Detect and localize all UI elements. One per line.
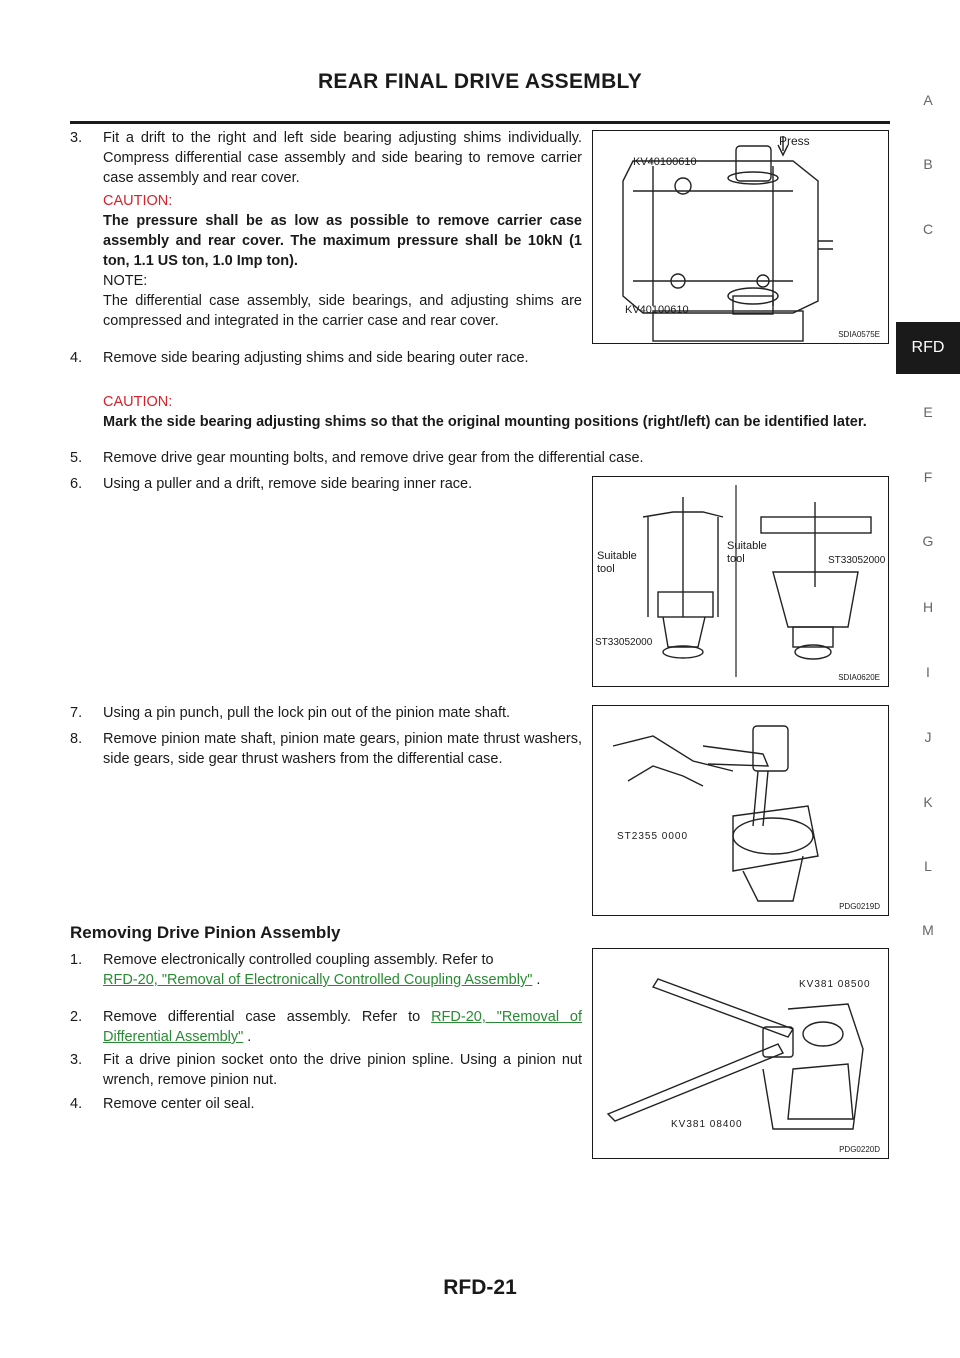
step-4 xyxy=(70,348,582,368)
step-text: Using a puller and a drift, remove side bearing inner race. xyxy=(103,476,473,492)
figure-puller-bearing xyxy=(592,476,889,687)
reference-link-differential[interactable]: RFD-20, "Removal of Differential Assembly" xyxy=(103,1009,582,1045)
figure-id: SDIA0620E xyxy=(838,673,880,682)
step-number: 5. xyxy=(70,450,83,466)
figure-label-st-right: ST33052000 xyxy=(828,555,886,566)
caution-heading: CAUTION: xyxy=(103,394,173,410)
step-number: 3. xyxy=(70,1052,83,1068)
step-number: 1. xyxy=(70,952,83,968)
puller-bearing-illustration xyxy=(593,477,888,686)
step-text: Fit a drift to the right and left side bearing adjusting shims individually. Compress differential case assembly and side bearing to remove carrier case assembly and rear cover. xyxy=(103,130,582,186)
figure-label-tool: ST2355 0000 xyxy=(617,831,689,842)
step-number: 3. xyxy=(70,130,83,146)
side-index-tab-rfd[interactable]: RFD xyxy=(896,322,960,374)
step-number: 8. xyxy=(70,731,83,747)
step-text-suffix: . xyxy=(243,1029,252,1045)
step-text-suffix: . xyxy=(532,972,541,988)
side-index-letter-b[interactable]: B xyxy=(923,156,933,172)
caution-text: Mark the side bearing adjusting shims so that the original mounting positions (right/left) can be identified later. xyxy=(103,414,867,430)
caution-text: The pressure shall be as low as possible to remove carrier case assembly and rear cover. The maximum pressure shall be 10kN (1 ton, 1.1 US ton, 1.0 Imp ton). xyxy=(103,213,582,269)
figure-label-tool-bottom: KV40100610 xyxy=(625,304,689,316)
step-8 xyxy=(70,729,582,769)
figure-label-tool-top: KV381 08500 xyxy=(799,979,871,990)
step-6 xyxy=(70,474,582,494)
pinion-step-1 xyxy=(70,950,582,990)
side-index-letter-i[interactable]: I xyxy=(926,664,930,680)
step-text: Using a pin punch, pull the lock pin out of the pinion mate shaft. xyxy=(103,705,511,721)
step-text: Remove side bearing adjusting shims and side bearing outer race. xyxy=(103,350,529,366)
step-text: Fit a drive pinion socket onto the drive pinion spline. Using a pinion nut wrench, remove pinion nut. xyxy=(103,1052,582,1088)
pinion-step-2 xyxy=(70,1007,582,1047)
step-text xyxy=(70,950,582,990)
step-text: Remove center oil seal. xyxy=(103,1096,255,1112)
caution-block-1 xyxy=(103,191,582,271)
step-number: 4. xyxy=(70,350,83,366)
figure-press-carrier xyxy=(592,130,889,344)
side-index-letter-k[interactable]: K xyxy=(923,794,933,810)
reference-link-coupling[interactable]: RFD-20, "Removal of Electronically Controlled Coupling Assembly" xyxy=(103,972,533,988)
figure-id: PDG0219D xyxy=(839,902,880,911)
figure-pinion-wrench xyxy=(592,948,889,1159)
step-number: 4. xyxy=(70,1096,83,1112)
pin-punch-illustration xyxy=(593,706,888,915)
step-number: 2. xyxy=(70,1009,83,1025)
step-text-prefix: Remove electronically controlled coupling assembly. Refer to xyxy=(103,952,494,968)
side-index-letter-c[interactable]: C xyxy=(922,221,934,237)
figure-label-tool-top: KV40100610 xyxy=(633,156,697,168)
step-text: Remove pinion mate shaft, pinion mate gears, pinion mate thrust washers, side gears, side gear thrust washers from the differential case. xyxy=(103,731,582,767)
note-text: The differential case assembly, side bearings, and adjusting shims are compressed and integrated in the carrier case and rear cover. xyxy=(103,293,582,329)
side-index-letter-m[interactable]: M xyxy=(922,922,934,938)
section-heading: Removing Drive Pinion Assembly xyxy=(70,923,341,942)
page-title: REAR FINAL DRIVE ASSEMBLY xyxy=(317,70,643,93)
caution-block-2 xyxy=(103,392,889,432)
side-index-letter-a[interactable]: A xyxy=(923,92,933,108)
note-heading: NOTE: xyxy=(103,273,148,289)
figure-label-st-left: ST33052000 xyxy=(595,637,653,648)
side-index-letter-g[interactable]: G xyxy=(922,533,934,549)
title-rule xyxy=(70,121,890,124)
step-text xyxy=(70,1007,582,1047)
figure-label-press: Press xyxy=(779,134,810,148)
step-3 xyxy=(70,128,582,188)
side-index-letter-f[interactable]: F xyxy=(923,469,933,485)
side-index-letter-e[interactable]: E xyxy=(923,404,933,420)
pinion-step-3 xyxy=(70,1050,582,1090)
pinion-step-4 xyxy=(70,1094,582,1114)
figure-label-suitable-right: Suitable tool xyxy=(727,540,767,565)
side-index-letter-h[interactable]: H xyxy=(922,599,934,615)
page-number: RFD-21 xyxy=(443,1276,517,1299)
side-index-letter-j[interactable]: J xyxy=(924,729,932,745)
step-text: Remove drive gear mounting bolts, and remove drive gear from the differential case. xyxy=(103,450,644,466)
step-number: 6. xyxy=(70,476,83,492)
caution-heading: CAUTION: xyxy=(103,193,173,209)
step-7 xyxy=(70,703,582,723)
figure-label-tool-bottom: KV381 08400 xyxy=(671,1119,743,1130)
step-number: 7. xyxy=(70,705,83,721)
figure-pin-punch xyxy=(592,705,889,916)
step-text-prefix: Remove differential case assembly. Refer to xyxy=(103,1009,432,1025)
side-index-letter-l[interactable]: L xyxy=(924,858,932,874)
note-block-1 xyxy=(103,271,582,331)
step-5 xyxy=(70,448,890,468)
figure-label-suitable-left: Suitable tool xyxy=(597,550,637,575)
figure-id: PDG0220D xyxy=(839,1145,880,1154)
figure-id: SDIA0575E xyxy=(838,330,880,339)
